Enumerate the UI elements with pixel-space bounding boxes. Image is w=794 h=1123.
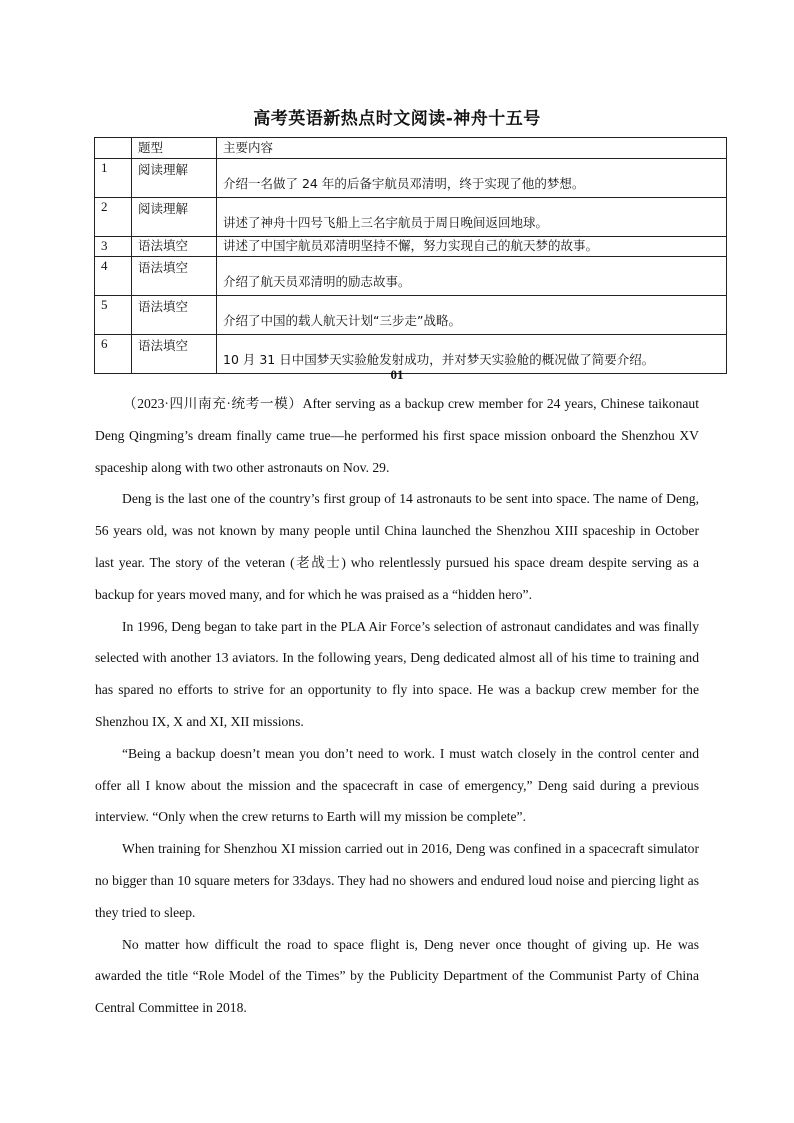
table-row (95, 257, 727, 296)
row-number: 5 (95, 296, 132, 335)
row-number: 3 (95, 237, 132, 257)
row-type: 语法填空 (132, 237, 217, 257)
row-number: 6 (95, 335, 132, 374)
article-body (95, 388, 699, 1024)
section-number: 01 (390, 367, 404, 382)
table-row (95, 198, 727, 237)
row-number: 2 (95, 198, 132, 237)
row-type: 语法填空 (132, 335, 217, 374)
row-content: 介绍了中国的载人航天计划“三步走”战略。 (217, 296, 727, 335)
header-number (95, 138, 132, 159)
row-type: 阅读理解 (132, 159, 217, 198)
header-type: 题型 (132, 138, 217, 159)
row-number: 4 (95, 257, 132, 296)
paragraph: （2023·四川南充·统考一模）After serving as a backup crew member for 24 years, Chinese taikonaut Deng Qingming’s dream finally came true—he performed his first space mission onboard the Shenzhou XV spaceship along with two other astronauts on Nov. 29. (95, 396, 699, 475)
row-type: 阅读理解 (132, 198, 217, 237)
row-number: 1 (95, 159, 132, 198)
paragraph: When training for Shenzhou XI mission carried out in 2016, Deng was confined in a spacecraft simulator no bigger than 10 square meters for 33days. They had no showers and endured loud noise and piercing light as they tried to sleep. (95, 841, 699, 920)
row-content: 10 月 31 日中国梦天实验舱发射成功，并对梦天实验舱的概况做了简要介绍。 (217, 335, 727, 374)
table-row (95, 296, 727, 335)
paragraph: In 1996, Deng began to take part in the PLA Air Force’s selection of astronaut candidates and was finally selected with another 13 aviators. In the following years, Deng dedicated almost all of his time to training and has spared no efforts to strive for an opportunity to fly into space. He was a backup crew member for the Shenzhou IX, X and XI, XII missions. (95, 618, 699, 729)
row-type: 语法填空 (132, 257, 217, 296)
document-title: 高考英语新热点时文阅读-神舟十五号 (253, 109, 541, 129)
row-content: 介绍一名做了 24 年的后备宇航员邓清明，终于实现了他的梦想。 (217, 159, 727, 198)
row-type: 语法填空 (132, 296, 217, 335)
row-content: 讲述了中国宇航员邓清明坚持不懈，努力实现自己的航天梦的故事。 (217, 237, 727, 257)
paragraph: No matter how difficult the road to space flight is, Deng never once thought of giving up. He was awarded the title “Role Model of the Times” by the Publicity Department of the Communist Party of China Central Committee in 2018. (95, 936, 699, 1016)
paragraph: “Being a backup doesn’t mean you don’t need to work. I must watch closely in the control center and offer all I know about the mission and the spacecraft in case of emergency,” Deng said during a previous interview. “Only when the crew returns to Earth will my mission be complete”. (95, 745, 699, 825)
table-header-row (95, 138, 727, 159)
table-row (95, 237, 727, 257)
summary-table (94, 137, 727, 374)
row-content: 讲述了神舟十四号飞船上三名宇航员于周日晚间返回地球。 (217, 198, 727, 237)
row-content: 介绍了航天员邓清明的励志故事。 (217, 257, 727, 296)
table-row (95, 159, 727, 198)
paragraph: Deng is the last one of the country’s first group of 14 astronauts to be sent into space. The name of Deng, 56 years old, was not known by many people until China launched the Shenzhou XIII spaceship in October last year. The story of the veteran (老战士) who relentlessly pursued his space dream despite serving as a backup for years moved many, and for which he was praised as a “hidden hero”. (95, 491, 699, 602)
header-content: 主要内容 (217, 138, 727, 159)
